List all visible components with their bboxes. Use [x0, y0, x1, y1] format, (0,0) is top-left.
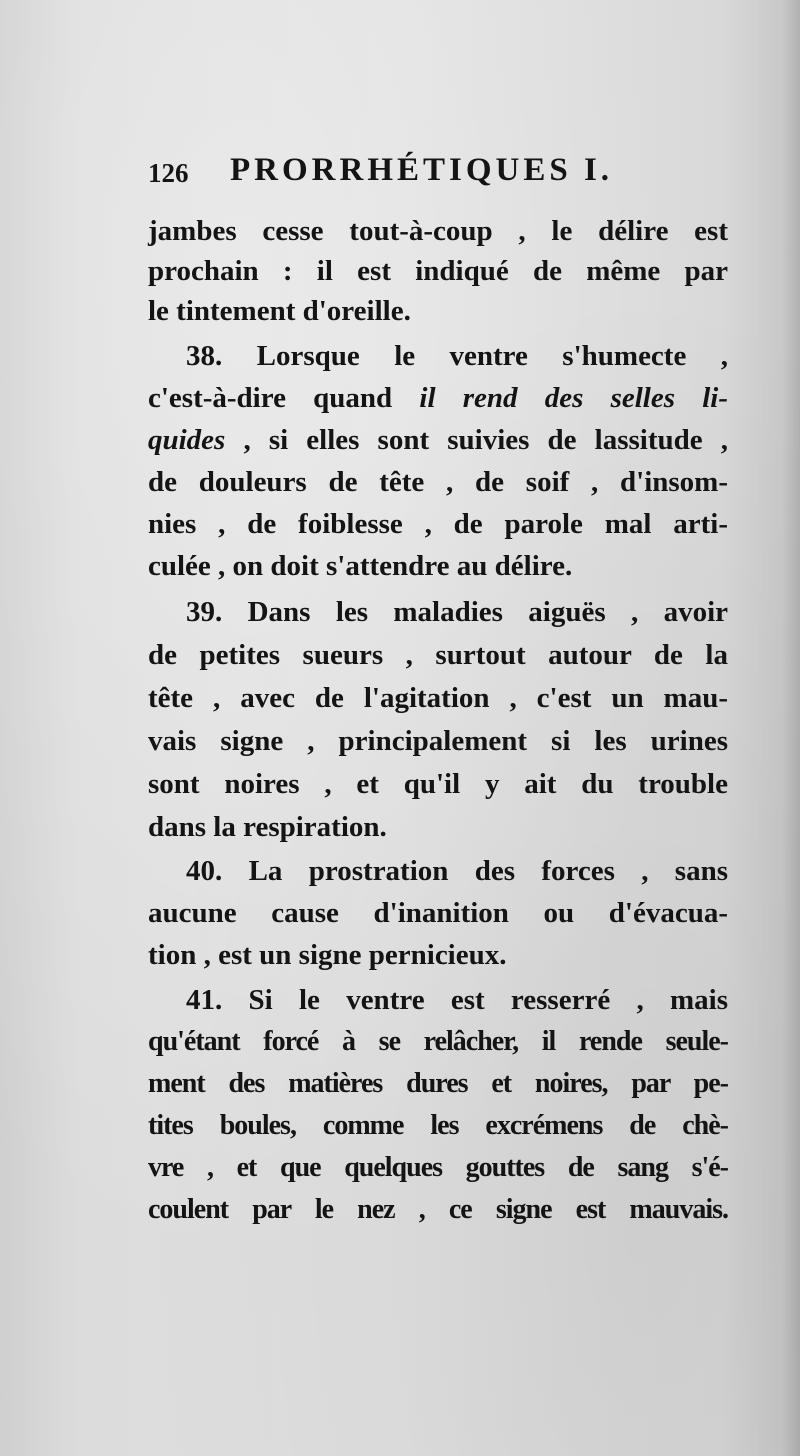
- text-line: dans la respiration.: [148, 811, 387, 843]
- aphorism-number: 38.: [186, 340, 223, 372]
- text-line: le tintement d'oreille.: [148, 295, 411, 327]
- aphorism-39-first-line: [186, 593, 728, 631]
- text-line: coulent par le nez , ce signe est mauvais.: [148, 1194, 728, 1225]
- page-number: 126: [148, 158, 189, 188]
- text-line: vais signe , principalement si les urines: [148, 725, 728, 757]
- text-line: jambes cesse tout-à-coup , le délire est: [148, 215, 728, 247]
- aphorism-40-first-line: [186, 852, 728, 890]
- text-line: nies , de foiblesse , de parole mal arti-: [148, 508, 728, 540]
- page-edge-shadow: [782, 0, 800, 1456]
- text-run: La prostration des forces , sans: [248, 855, 729, 887]
- text-run: Lorsque le ventre s'humecte ,: [256, 340, 728, 372]
- text-line: aucune cause d'inanition ou d'évacua-: [148, 897, 728, 929]
- aphorism-41-first-line: [186, 981, 728, 1019]
- text-line: vre , et que quelques gouttes de sang s'é-: [148, 1152, 728, 1183]
- text-run: , si elles sont suivies de lassitude ,: [225, 424, 728, 456]
- text-line: de douleurs de tête , de soif , d'insom-: [148, 466, 728, 498]
- text-line: culée , on doit s'attendre au délire.: [148, 550, 573, 582]
- text-line: prochain : il est indiqué de même par: [148, 255, 728, 287]
- text-line: tites boules, comme les excrémens de chè-: [148, 1110, 728, 1141]
- text-line: tête , avec de l'agitation , c'est un mau-: [148, 682, 728, 714]
- aphorism-38-first-line: [186, 337, 728, 375]
- text-line: sont noires , et qu'il y ait du trouble: [148, 768, 728, 800]
- text-line: [148, 379, 728, 417]
- text-line: qu'étant forcé à se relâcher, il rende seule-: [148, 1026, 728, 1057]
- text-run: c'est-à-dire quand: [148, 382, 420, 414]
- text-run: Si le ventre est resserré , mais: [248, 984, 728, 1016]
- italic-run: il rend des selles li-: [419, 382, 728, 414]
- aphorism-number: 41.: [186, 984, 223, 1016]
- italic-run: quides: [148, 424, 226, 456]
- text-run: Dans les maladies aiguës , avoir: [247, 596, 729, 628]
- page-header: [148, 152, 728, 192]
- running-title: PRORRHÉTIQUES I.: [230, 152, 614, 188]
- text-line: ment des matières dures et noires, par pe-: [148, 1068, 728, 1099]
- text-line: tion , est un signe pernicieux.: [148, 939, 507, 971]
- aphorism-number: 39.: [186, 596, 223, 628]
- text-line: de petites sueurs , surtout autour de la: [148, 639, 728, 671]
- aphorism-number: 40.: [186, 855, 223, 887]
- text-line: [148, 421, 728, 459]
